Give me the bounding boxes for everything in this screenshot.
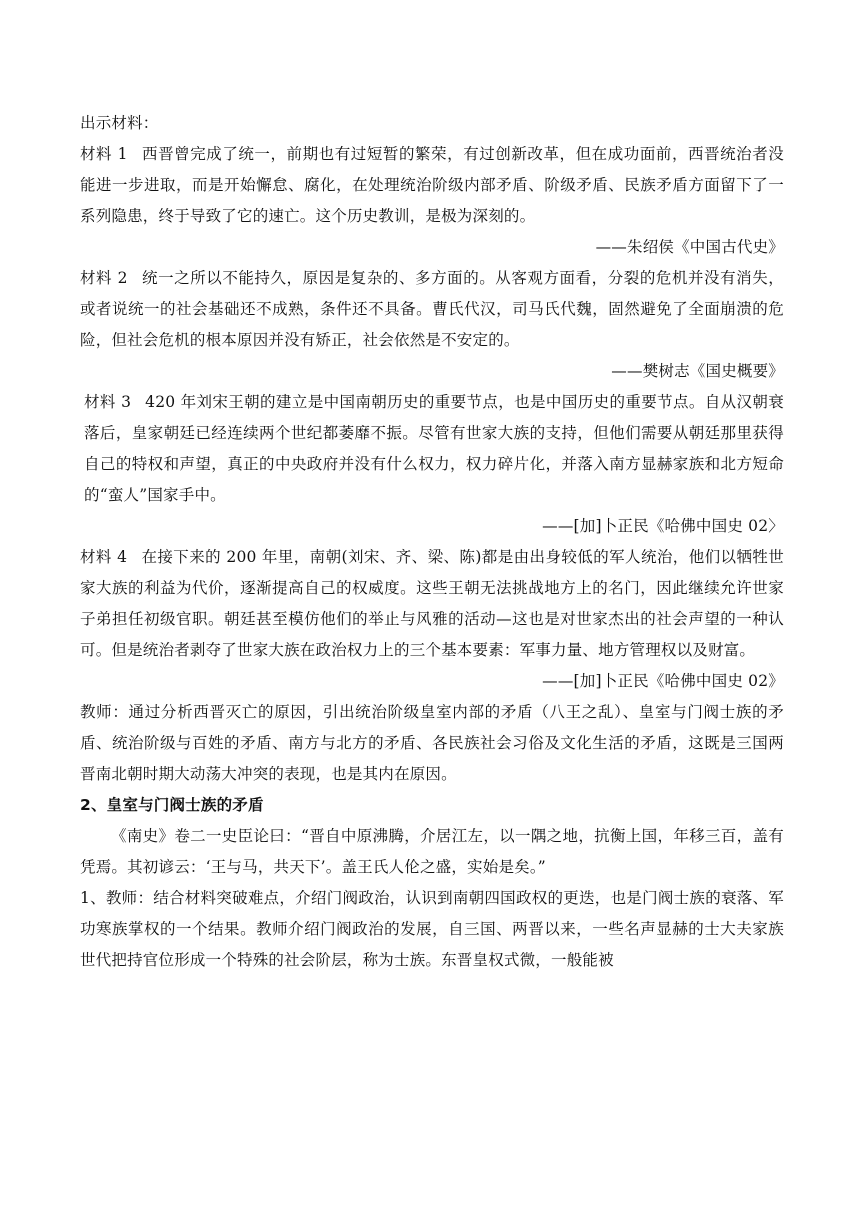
section-heading: 2、皇室与门阀士族的矛盾	[80, 796, 264, 814]
material-3-text: 420 年刘宋王朝的建立是中国南朝历史的重要节点，也是中国历史的重要节点。自从汉朝衰落后，皇家朝廷已经连续两个世纪都萎靡不振。尽管有世家大族的支持，但他们需要从朝廷那里获得自己的特权和声望，真正的中央政府并没有什么权力，权力碎片化，并落入南方显赫家族和北方短命的“蛮人”国家手中。	[84, 393, 784, 504]
document-page	[80, 108, 784, 976]
material-4-text: 在接下来的 200 年里，南朝(刘宋、齐、梁、陈)都是由出身较低的军人统治，他们以牺牲世家大族的利益为代价，逐渐提高自己的权威度。这些王朝无法挑战地方上的名门，因此继续允许世家子弟担任初级官职。朝廷甚至模仿他们的举止与风雅的活动—这也是对世家杰出的社会声望的一种认可。但是统治者剥夺了世家大族在政治权力上的三个基本要素：军事力量、地方管理权以及财富。	[80, 548, 784, 659]
material-4-paragraph	[80, 542, 784, 666]
material-2-source: ——樊树志《国史概要》	[611, 362, 784, 380]
intro-line: 出示材料：	[80, 114, 159, 132]
teacher-note: 教师：通过分析西晋灭亡的原因，引出统治阶级皇室内部的矛盾（八王之乱）、皇室与门阀士族的矛盾、统治阶级与百姓的矛盾、南方与北方的矛盾、各民族社会习俗及文化生活的矛盾，这既是三国两晋南北朝时期大动荡大冲突的表现，也是其内在原因。	[80, 703, 784, 783]
material-2-paragraph	[80, 263, 784, 356]
material-1-label: 材料 1	[80, 145, 128, 163]
material-2-label: 材料 2	[80, 269, 128, 287]
material-1-source: ——朱绍侯《中国古代史》	[595, 238, 784, 256]
material-4-label: 材料 4	[80, 548, 128, 566]
material-3-label: 材料 3	[84, 393, 132, 411]
material-3-paragraph	[80, 387, 784, 511]
material-3-source: ——[加]卜正民《哈佛中国史 02〉	[542, 517, 784, 535]
material-1-paragraph	[80, 139, 784, 232]
teacher-point: 1、教师：结合材料突破难点，介绍门阀政治，认识到南朝四国政权的更迭，也是门阀士族的衰落、军功寒族掌权的一个结果。教师介绍门阀政治的发展，自三国、两晋以来，一些名声显赫的士大夫家族世代把持官位形成一个特殊的社会阶层，称为士族。东晋皇权式微，一般能被	[80, 889, 784, 969]
material-4-source: ——[加]卜正民《哈佛中国史 02》	[542, 672, 784, 690]
nanshi-quote: 《南史》卷二一史臣论曰：“晋自中原沸腾，介居江左，以一隅之地，抗衡上国，年移三百，盖有凭焉。其初谚云：‘王与马，共天下’。盖王氏人伦之盛，实始是矣。”	[80, 827, 784, 876]
material-1-text: 西晋曾完成了统一，前期也有过短暂的繁荣，有过创新改革，但在成功面前，西晋统治者没能进一步进取，而是开始懈怠、腐化，在处理统治阶级内部矛盾、阶级矛盾、民族矛盾方面留下了一系列隐患，终于导致了它的速亡。这个历史教训，是极为深刻的。	[80, 145, 784, 225]
material-2-text: 统一之所以不能持久，原因是复杂的、多方面的。从客观方面看，分裂的危机并没有消失，或者说统一的社会基础还不成熟，条件还不具备。曹氏代汉，司马氏代魏，固然避免了全面崩溃的危险，但社会危机的根本原因并没有矫正，社会依然是不安定的。	[80, 269, 784, 349]
